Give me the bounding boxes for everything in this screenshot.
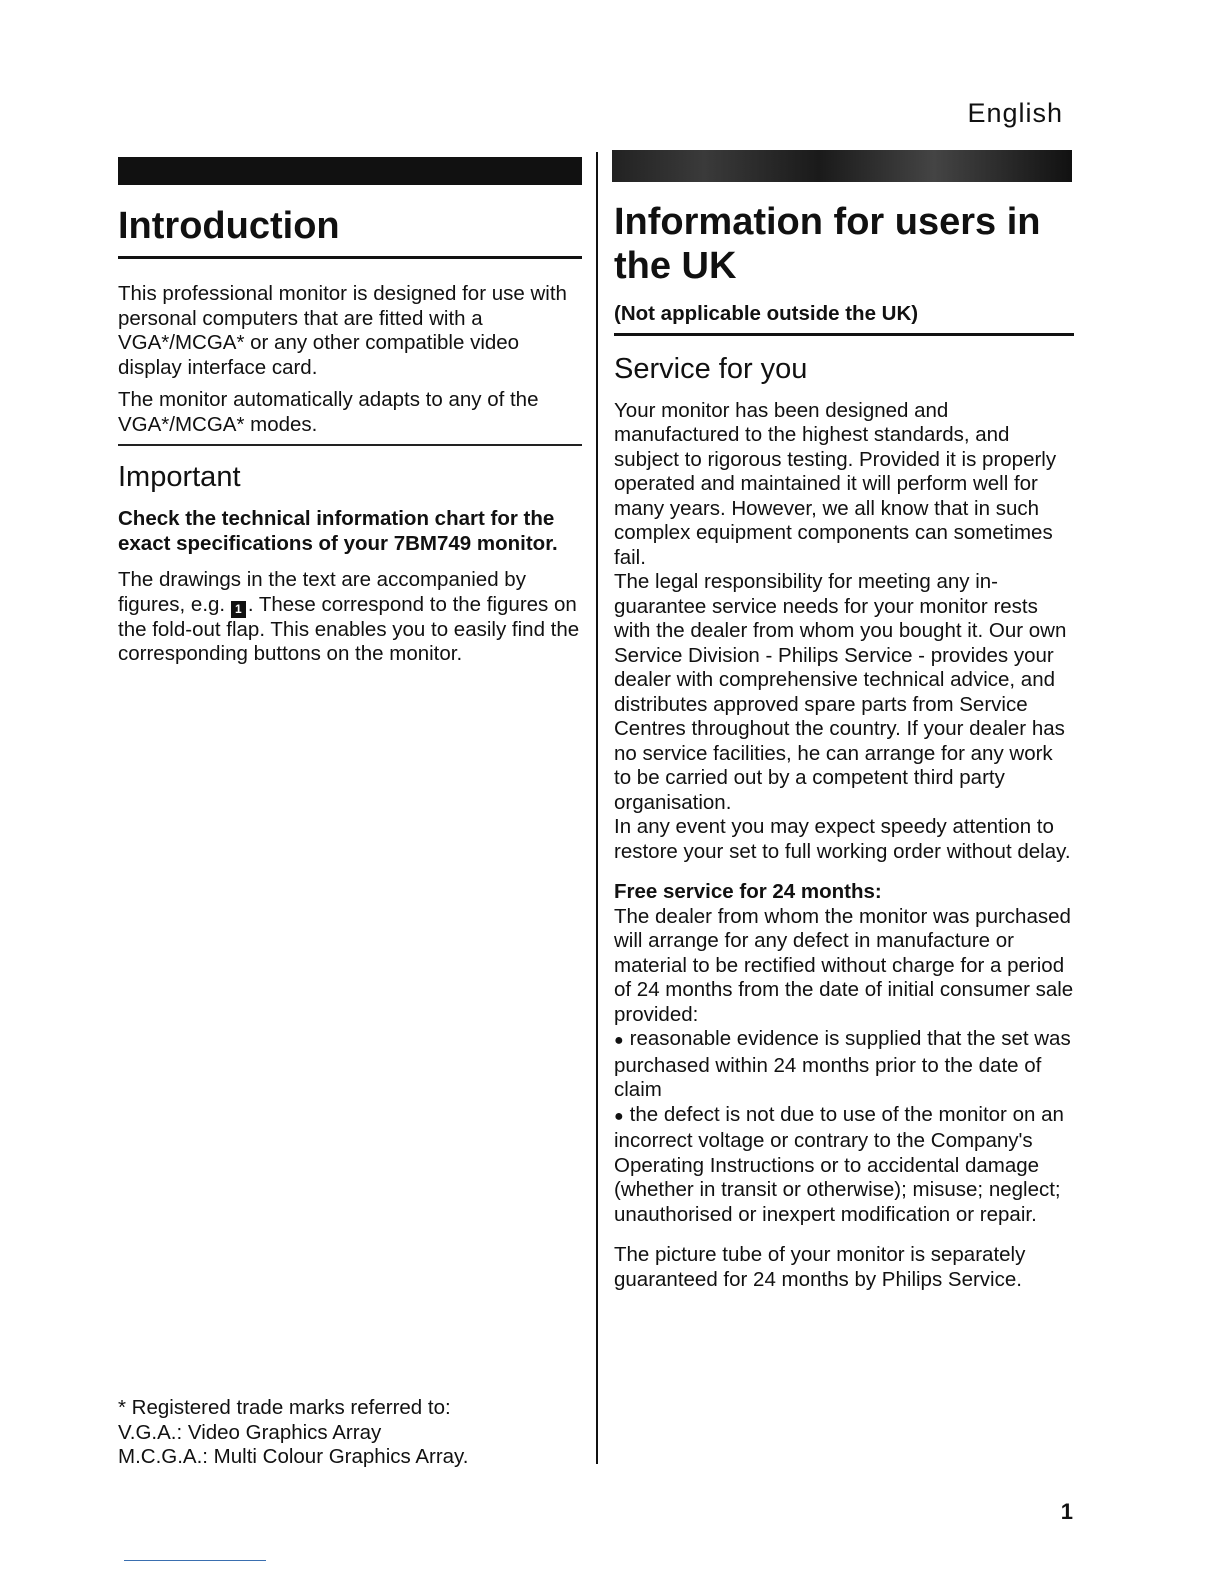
uk-subtitle: (Not applicable outside the UK) (614, 302, 919, 325)
right-header-bar (612, 150, 1072, 182)
bullet-text-1: reasonable evidence is supplied that the set was purchased within 24 months prior to the date of claim (614, 1027, 1071, 1101)
left-column (118, 204, 582, 667)
subtitle-rule (614, 333, 1074, 336)
bullet-text-2: the defect is not due to use of the monitor on an incorrect voltage or contrary to the Company's Operating Instructions or to accidental damage (whether in transit or otherwise); misuse; neglect; unauthorised or inexpert modification or repair. (614, 1102, 1064, 1226)
intro-paragraph-2: The monitor automatically adapts to any of the VGA*/MCGA* modes. (118, 388, 539, 436)
column-divider (596, 152, 598, 1464)
bullet-icon: ● (614, 1107, 624, 1125)
intro-paragraph-1: This professional monitor is designed for use with personal computers that are fitted with a VGA*/MCGA* or any other compatible video display interface card. (118, 282, 567, 379)
bullet-item-1 (614, 1027, 1074, 1103)
language-label: English (967, 98, 1063, 128)
bullet-icon: ● (614, 1032, 624, 1049)
figure-number-icon: 1 (231, 601, 246, 618)
service-paragraph-1: Your monitor has been designed and manufactured to the highest standards, and subject to rigorous testing. Provided it is properly operated and maintained it will perform well for many years. However, we all know that in such complex equipment components can sometimes fail. (614, 398, 1057, 569)
footnote-line-3: M.C.G.A.: Multi Colour Graphics Array. (118, 1445, 469, 1468)
service-heading: Service for you (614, 352, 808, 385)
important-rule (118, 444, 582, 446)
uk-info-title: Information for users in the UK (614, 201, 1041, 287)
free-service-heading: Free service for 24 months: (614, 880, 882, 903)
picture-tube-paragraph: The picture tube of your monitor is separately guaranteed for 24 months by Philips Service. (614, 1243, 1026, 1291)
title-rule (118, 256, 582, 259)
drawings-paragraph (118, 568, 582, 667)
important-heading: Important (118, 461, 241, 493)
footnote-block (118, 1396, 588, 1470)
footnote-line-1: * Registered trade marks referred to: (118, 1396, 451, 1419)
free-service-paragraph: The dealer from whom the monitor was purchased will arrange for any defect in manufacture or material to be rectified without charge for a period of 24 months from the date of initial consumer sale provided: (614, 904, 1074, 1026)
introduction-title: Introduction (118, 205, 340, 247)
drawings-text-end: . These correspond to the figures on the fold-out flap. This enables you to easily find the corresponding buttons on the monitor. (118, 592, 580, 665)
left-header-bar (118, 157, 582, 185)
footnote-line-2: V.G.A.: Video Graphics Array (118, 1420, 382, 1444)
bullet-item-2 (614, 1103, 1074, 1228)
right-column (614, 200, 1074, 1292)
drawings-text-start: The drawings in the text are accompanied by figures, e.g. (118, 568, 526, 616)
service-paragraph-2: The legal responsibility for meeting any in-guarantee service needs for your monitor rests with the dealer from whom you bought it. Our own Service Division - Philips Service - provides your dealer with comprehensive technical advice, and distributes approved spare parts from Service Centres throughout the country. If your dealer has no service facilities, he can arrange for any work to be carried out by a competent third party organisation. (614, 570, 1067, 814)
important-text: Check the technical information chart for the exact specifications of your 7BM749 monitor. (118, 507, 558, 555)
service-paragraph-3: In any event you may expect speedy attention to restore your set to full working order without delay. (614, 815, 1071, 863)
page-number: 1 (1060, 1499, 1073, 1524)
bottom-blue-line (124, 1560, 266, 1561)
